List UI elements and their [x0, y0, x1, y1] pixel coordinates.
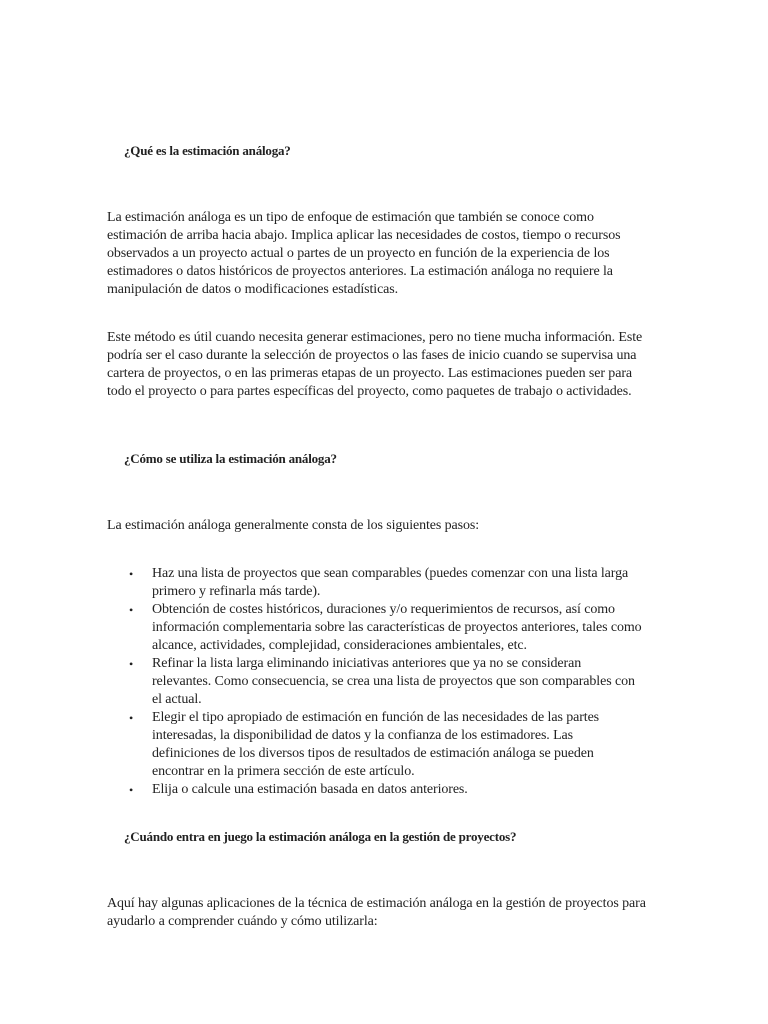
bullet-icon: • — [129, 783, 134, 797]
bullet-icon: • — [129, 657, 134, 671]
list-item — [107, 565, 642, 601]
list-item — [107, 781, 642, 799]
section-heading-what-is: ¿Qué es la estimación análoga? — [124, 143, 291, 158]
list-item — [107, 601, 642, 655]
section-heading-how-to-use: ¿Cómo se utiliza la estimación análoga? — [124, 451, 337, 466]
list-item-text: Elija o calcule una estimación basada en datos anteriores. — [152, 782, 468, 797]
paragraph-definition: La estimación análoga es un tipo de enfoque de estimación que también se conoce como estimación de arriba hacia abajo. Implica aplicar las necesidades de costos, tiempo o recursos observados a un proyecto actual o partes de un proyecto en función de la experiencia de los estimadores o datos históricos de proyectos anteriores. La estimación análoga no requiere la manipulación de datos o modificaciones estadísticas. — [107, 210, 621, 297]
section-heading-when: ¿Cuándo entra en juego la estimación análoga en la gestión de proyectos? — [124, 829, 517, 844]
bullet-icon: • — [129, 567, 134, 581]
paragraph-steps-intro: La estimación análoga generalmente consta de los siguientes pasos: — [107, 518, 480, 533]
list-item-text: Haz una lista de proyectos que sean comparables (puedes comenzar con una lista larga primero y refinarla más tarde). — [152, 566, 629, 599]
paragraph-usefulness: Este método es útil cuando necesita generar estimaciones, pero no tiene mucha información. Este podría ser el caso durante la selección de proyectos o las fases de inicio cuando se supervisa una cartera de proyectos, o en las primeras etapas de un proyecto. Las estimaciones pueden ser para todo el proyecto o para partes específicas del proyecto, como paquetes de trabajo o actividades. — [107, 330, 643, 399]
list-item — [107, 709, 642, 781]
list-item-text: Refinar la lista larga eliminando iniciativas anteriores que ya no se consideran relevantes. Como consecuencia, se crea una lista de proyectos que son comparables con el actual. — [152, 656, 635, 707]
list-item-text: Elegir el tipo apropiado de estimación en función de las necesidades de las partes interesadas, la disponibilidad de datos y la confianza de los estimadores. Las definiciones de los diversos tipos de resultados de estimación análoga se pueden encontrar en la primera sección de este artículo. — [152, 710, 600, 779]
list-item-text: Obtención de costes históricos, duraciones y/o requerimientos de recursos, así como información complementaria sobre las características de proyectos anteriores, tales como alcance, actividades, complejidad, consideraciones ambientales, etc. — [152, 602, 642, 653]
bullet-icon: • — [129, 603, 134, 617]
list-item — [107, 655, 642, 709]
bullet-icon: • — [129, 711, 134, 725]
steps-list — [107, 565, 667, 799]
paragraph-applications: Aquí hay algunas aplicaciones de la técnica de estimación análoga en la gestión de proyectos para ayudarlo a comprender cuándo y cómo utilizarla: — [107, 896, 646, 929]
